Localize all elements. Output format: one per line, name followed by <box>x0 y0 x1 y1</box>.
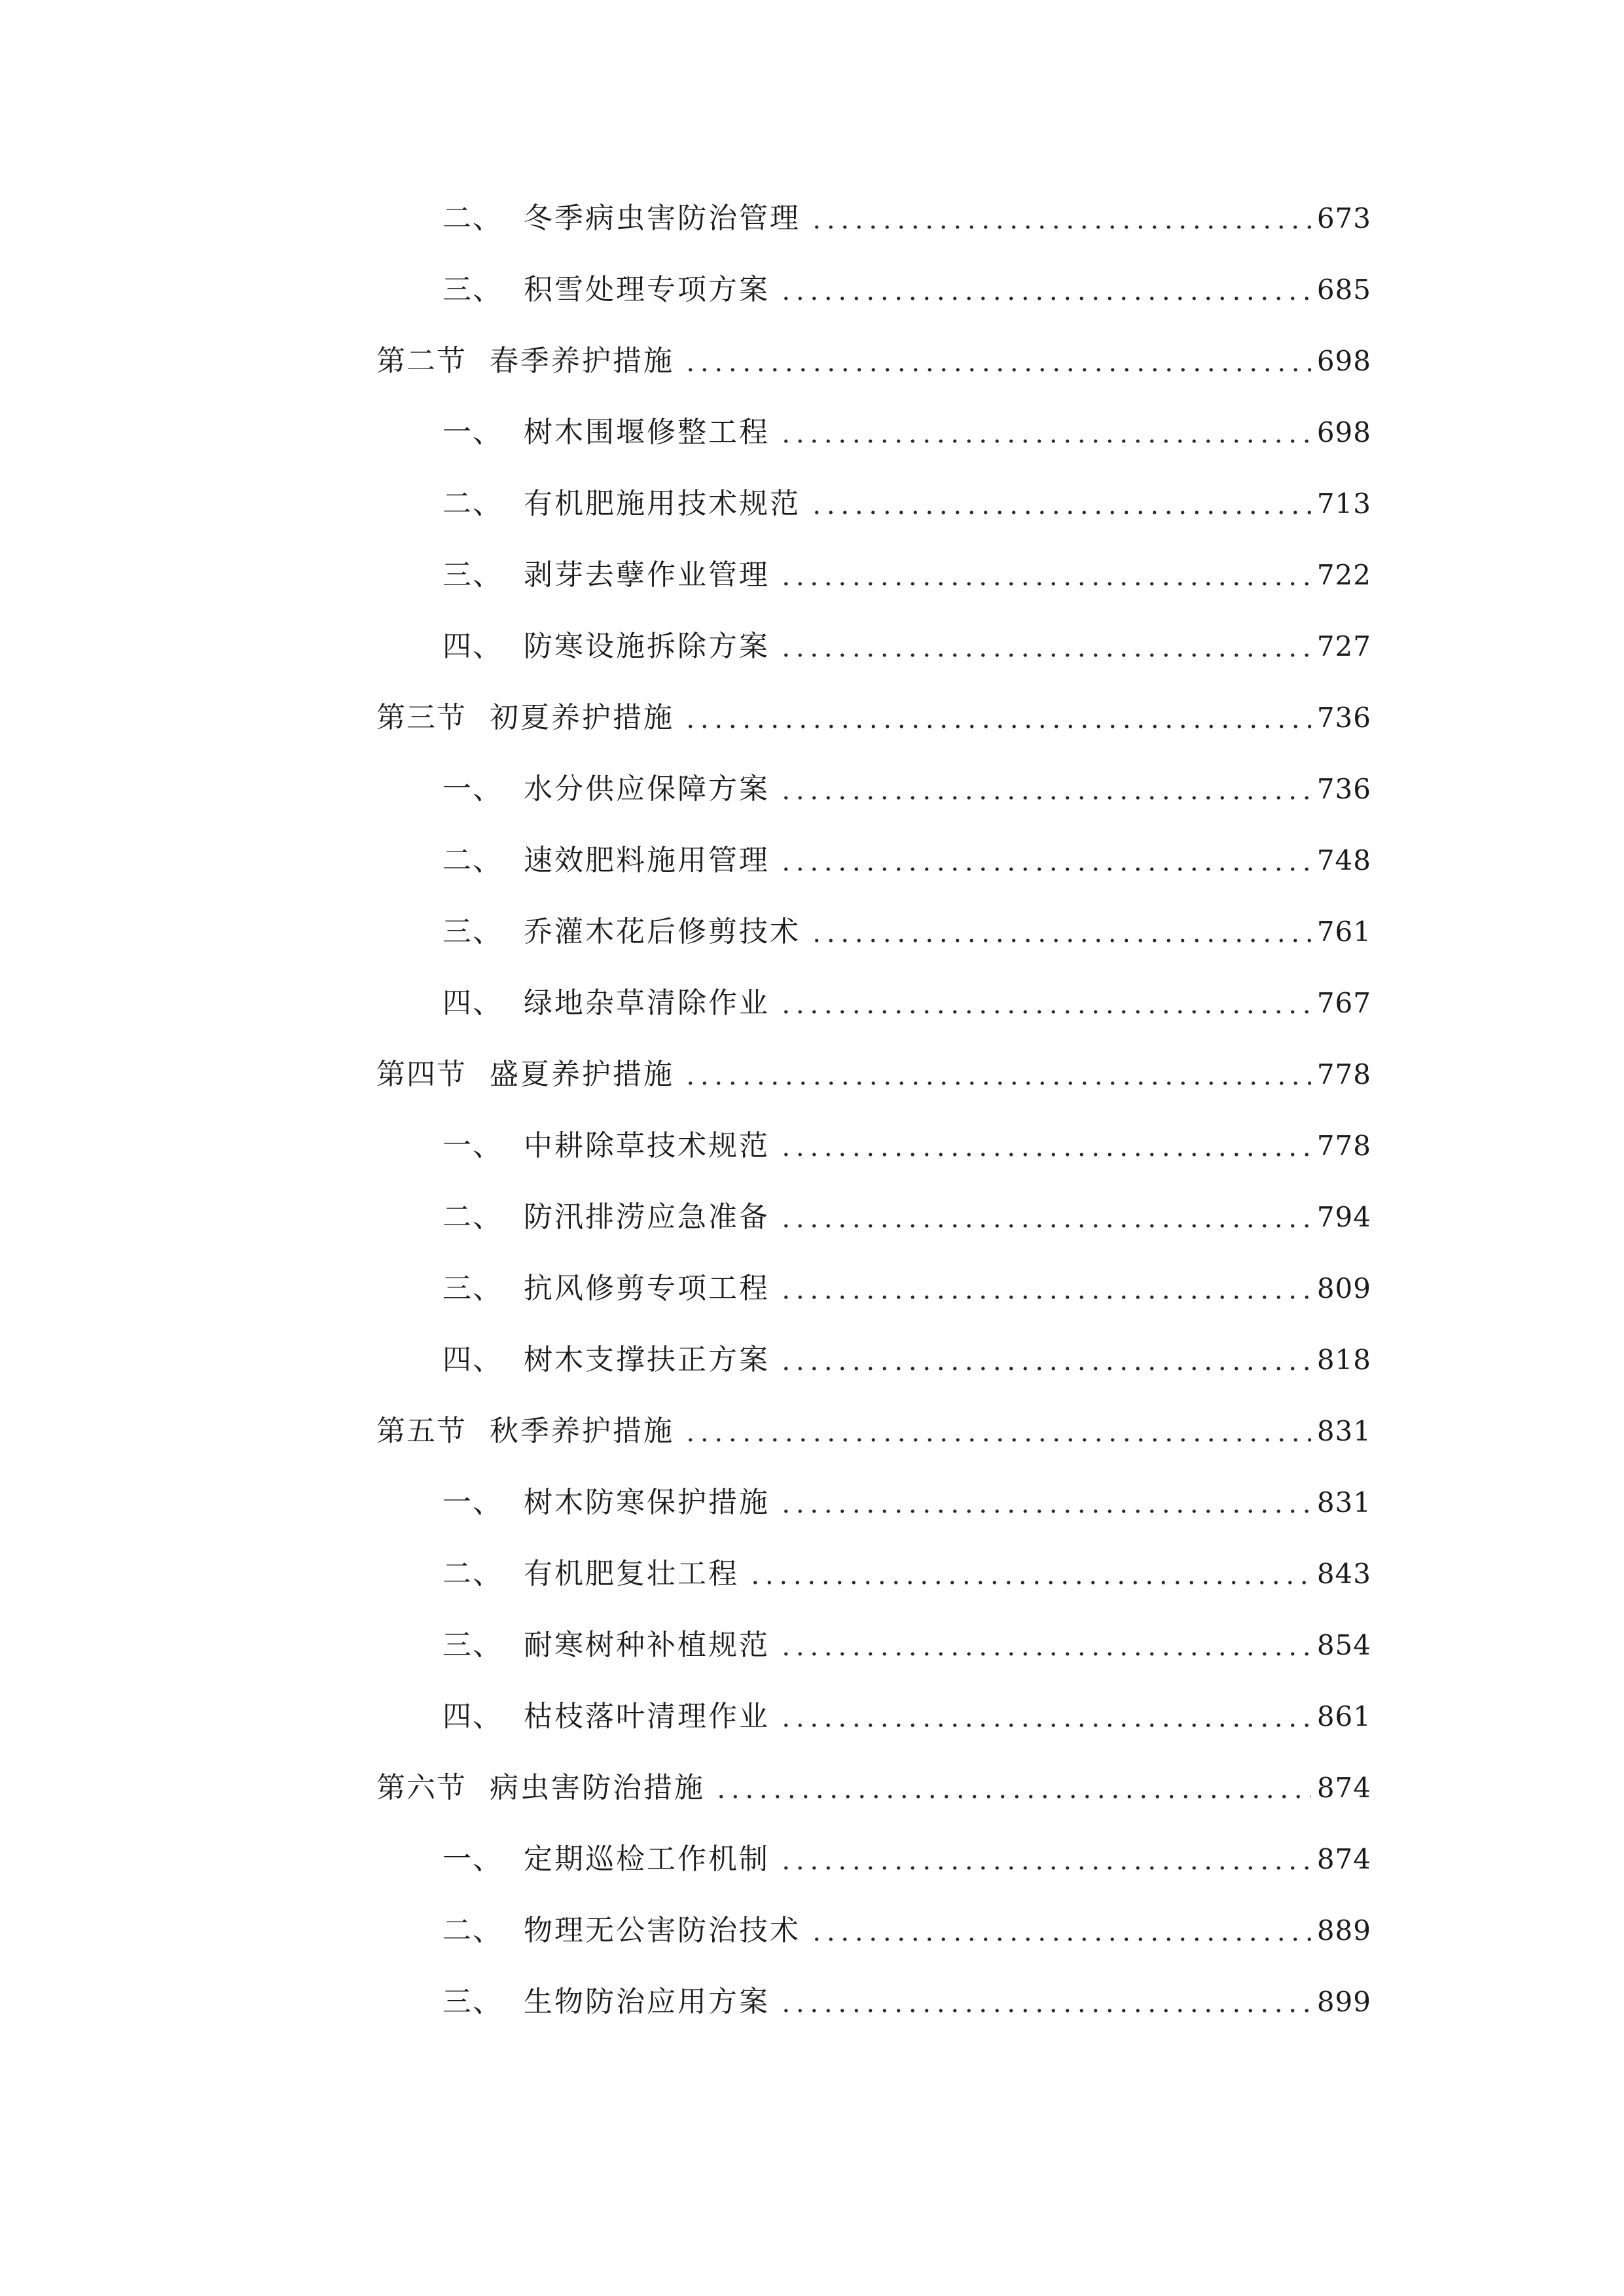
toc-entry-title: 物理无公害防治技术 <box>524 1914 801 1947</box>
toc-section-title: 盛夏养护措施 <box>490 1058 674 1091</box>
toc-leader-dots <box>779 1619 1311 1672</box>
toc-section-page: 736 <box>1316 702 1371 734</box>
toc-entry[interactable] <box>442 1619 1371 1672</box>
toc-leader-dots <box>683 692 1311 744</box>
toc-leader-dots <box>779 834 1311 887</box>
toc-leader-dots <box>779 1191 1311 1244</box>
toc-entry-marker: 三、 <box>442 1985 503 2018</box>
toc-entry-title: 速效肥料施用管理 <box>524 844 770 877</box>
toc-entry-page: 767 <box>1316 987 1371 1019</box>
toc-entry-marker: 一、 <box>442 772 503 806</box>
toc-entry-page: 722 <box>1316 559 1371 591</box>
toc-entry-title: 有机肥施用技术规范 <box>524 487 801 520</box>
toc-section-marker: 第五节 <box>376 1414 467 1448</box>
toc-section-page: 874 <box>1316 1772 1371 1804</box>
toc-leader-dots <box>779 1120 1311 1172</box>
toc-section-entry[interactable] <box>376 692 1371 744</box>
toc-entry-page: 761 <box>1316 916 1371 948</box>
toc-section-marker: 第四节 <box>376 1058 467 1091</box>
toc-entry[interactable] <box>442 834 1371 887</box>
toc-entry-marker: 二、 <box>442 844 503 877</box>
toc-entry[interactable] <box>442 620 1371 673</box>
toc-leader-dots <box>779 1263 1311 1315</box>
toc-entry[interactable] <box>442 1120 1371 1172</box>
toc-leader-dots <box>779 406 1311 459</box>
toc-entry-page: 698 <box>1316 416 1371 448</box>
toc-entry[interactable] <box>442 1191 1371 1244</box>
toc-entry-page: 843 <box>1316 1558 1371 1590</box>
toc-leader-dots <box>810 906 1311 958</box>
toc-entry[interactable] <box>442 478 1371 530</box>
toc-entry-title: 树木围堰修整工程 <box>524 416 770 449</box>
toc-leader-dots <box>810 1905 1311 1957</box>
toc-entry-page: 889 <box>1316 1914 1371 1946</box>
toc-entry-marker: 二、 <box>442 1557 503 1590</box>
toc-entry-page: 818 <box>1316 1344 1371 1376</box>
toc-entry-page: 861 <box>1316 1700 1371 1732</box>
toc-section-marker: 第三节 <box>376 701 467 734</box>
toc-entry-page: 673 <box>1316 202 1371 234</box>
toc-entry-title: 防寒设施拆除方案 <box>524 630 770 663</box>
toc-leader-dots <box>683 1405 1311 1458</box>
toc-entry-marker: 二、 <box>442 1914 503 1947</box>
toc-leader-dots <box>810 478 1311 530</box>
toc-section-marker: 第六节 <box>376 1771 467 1804</box>
toc-section-entry[interactable] <box>376 335 1371 387</box>
toc-entry-marker: 三、 <box>442 915 503 948</box>
toc-entry[interactable] <box>442 977 1371 1030</box>
toc-entry-title: 绿地杂草清除作业 <box>524 986 770 1020</box>
toc-entry[interactable] <box>442 1334 1371 1386</box>
toc-entry-marker: 三、 <box>442 1628 503 1662</box>
toc-entry-page: 831 <box>1316 1486 1371 1518</box>
toc-entry-title: 枯枝落叶清理作业 <box>524 1700 770 1733</box>
toc-entry-title: 耐寒树种补植规范 <box>524 1628 770 1662</box>
toc-entry-marker: 二、 <box>442 1200 503 1234</box>
toc-entry-marker: 一、 <box>442 416 503 449</box>
toc-entry-marker: 三、 <box>442 273 503 306</box>
toc-entry[interactable] <box>442 1833 1371 1886</box>
toc-entry[interactable] <box>442 264 1371 316</box>
toc-entry-title: 积雪处理专项方案 <box>524 273 770 306</box>
toc-leader-dots <box>779 264 1311 316</box>
toc-leader-dots <box>779 1334 1311 1386</box>
toc-section-page: 778 <box>1316 1058 1371 1090</box>
toc-entry-page: 778 <box>1316 1130 1371 1162</box>
toc-entry[interactable] <box>442 906 1371 958</box>
toc-leader-dots <box>810 192 1311 245</box>
toc-leader-dots <box>683 335 1311 387</box>
toc-entry[interactable] <box>442 1477 1371 1529</box>
toc-section-title: 秋季养护措施 <box>490 1414 674 1448</box>
toc-leader-dots <box>779 1477 1311 1529</box>
toc-entry-marker: 一、 <box>442 1486 503 1519</box>
toc-entry[interactable] <box>442 1263 1371 1315</box>
toc-entry-page: 809 <box>1316 1272 1371 1304</box>
toc-leader-dots <box>779 1976 1311 2028</box>
toc-section-page: 831 <box>1316 1415 1371 1447</box>
toc-entry-title: 定期巡检工作机制 <box>524 1842 770 1876</box>
toc-entry-marker: 三、 <box>442 1272 503 1305</box>
toc-entry-title: 生物防治应用方案 <box>524 1985 770 2018</box>
toc-entry-page: 713 <box>1316 488 1371 520</box>
toc-entry-title: 树木防寒保护措施 <box>524 1486 770 1519</box>
toc-entry-marker: 一、 <box>442 1842 503 1876</box>
toc-leader-dots <box>779 977 1311 1030</box>
toc-entry-page: 727 <box>1316 630 1371 662</box>
toc-entry-title: 剥芽去孽作业管理 <box>524 558 770 592</box>
toc-entry-page: 854 <box>1316 1629 1371 1661</box>
toc-section-page: 698 <box>1316 345 1371 377</box>
toc-entry[interactable] <box>442 406 1371 459</box>
toc-entry[interactable] <box>442 549 1371 601</box>
toc-leader-dots <box>779 620 1311 673</box>
toc-entry-marker: 三、 <box>442 558 503 592</box>
toc-entry-page: 685 <box>1316 274 1371 306</box>
toc-leader-dots <box>779 549 1311 601</box>
toc-entry-marker: 二、 <box>442 487 503 520</box>
toc-entry-marker: 四、 <box>442 1700 503 1733</box>
toc-entry-title: 树木支撑扶正方案 <box>524 1343 770 1376</box>
toc-entry-marker: 一、 <box>442 1129 503 1162</box>
toc-section-entry[interactable] <box>376 1049 1371 1101</box>
toc-entry-title: 乔灌木花后修剪技术 <box>524 915 801 948</box>
toc-entry-title: 冬季病虫害防治管理 <box>524 202 801 235</box>
toc-entry[interactable] <box>442 1691 1371 1743</box>
toc-entry-title: 中耕除草技术规范 <box>524 1129 770 1162</box>
toc-section-marker: 第二节 <box>376 344 467 378</box>
toc-entry-page: 748 <box>1316 844 1371 876</box>
toc-entry-page: 794 <box>1316 1201 1371 1233</box>
toc-entry-marker: 四、 <box>442 630 503 663</box>
toc-entry-marker: 四、 <box>442 986 503 1020</box>
toc-leader-dots <box>714 1762 1311 1814</box>
toc-entry-title: 抗风修剪专项工程 <box>524 1272 770 1305</box>
toc-entry[interactable] <box>442 1905 1371 1957</box>
toc-entry[interactable] <box>442 1976 1371 2028</box>
toc-entry-title: 有机肥复壮工程 <box>524 1557 739 1590</box>
toc-entry-page: 736 <box>1316 773 1371 805</box>
toc-section-entry[interactable] <box>376 1405 1371 1458</box>
toc-section-title: 初夏养护措施 <box>490 701 674 734</box>
toc-entry-title: 防汛排涝应急准备 <box>524 1200 770 1234</box>
toc-leader-dots <box>683 1049 1311 1101</box>
toc-entry-page: 899 <box>1316 1986 1371 2018</box>
toc-entry[interactable] <box>442 1548 1371 1600</box>
toc-leader-dots <box>779 1833 1311 1886</box>
toc-section-title: 病虫害防治措施 <box>490 1771 705 1804</box>
toc-leader-dots <box>779 1691 1311 1743</box>
toc-section-title: 春季养护措施 <box>490 344 674 378</box>
toc-entry-page: 874 <box>1316 1843 1371 1875</box>
toc-leader-dots <box>779 763 1311 816</box>
toc-entry-title: 水分供应保障方案 <box>524 772 770 806</box>
toc-entry[interactable] <box>442 192 1371 245</box>
toc-entry[interactable] <box>442 763 1371 816</box>
toc-entry-marker: 四、 <box>442 1343 503 1376</box>
toc-section-entry[interactable] <box>376 1762 1371 1814</box>
toc-entry-marker: 二、 <box>442 202 503 235</box>
toc-leader-dots <box>748 1548 1311 1600</box>
